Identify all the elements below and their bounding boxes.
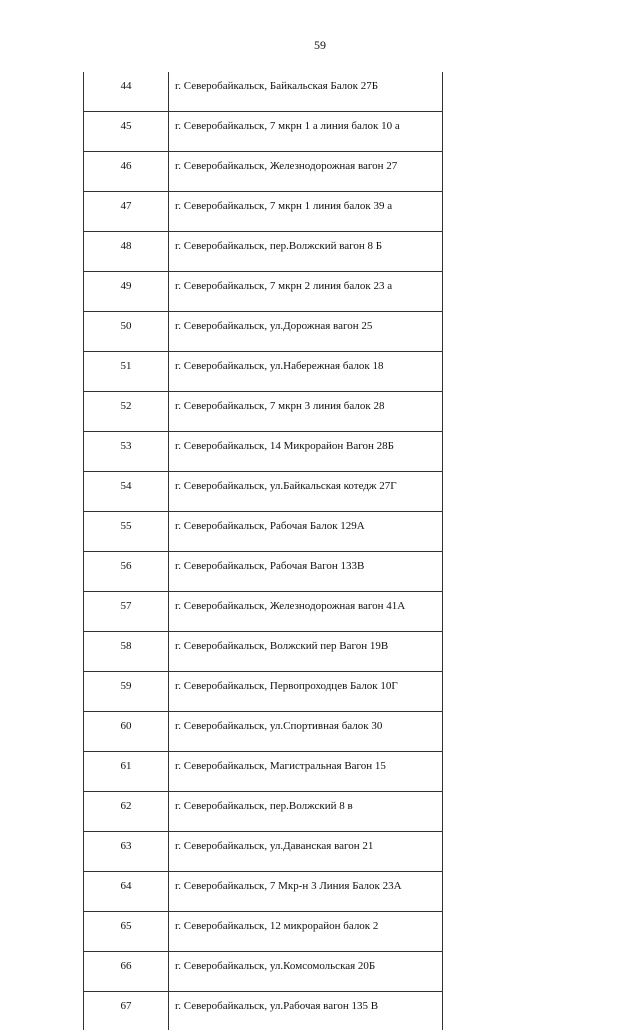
row-address: г. Северобайкальск, пер.Волжский 8 в bbox=[169, 792, 443, 832]
table-row bbox=[84, 112, 443, 152]
table-row bbox=[84, 512, 443, 552]
row-address: г. Северобайкальск, ул.Комсомольская 20Б bbox=[169, 952, 443, 992]
row-address: г. Северобайкальск, Магистральная Вагон 15 bbox=[169, 752, 443, 792]
page-number: 59 bbox=[0, 38, 640, 53]
table-row bbox=[84, 192, 443, 232]
row-number: 60 bbox=[84, 712, 169, 752]
row-address: г. Северобайкальск, 14 Микрорайон Вагон 28Б bbox=[169, 432, 443, 472]
row-address: г. Северобайкальск, пер.Волжский вагон 8 Б bbox=[169, 232, 443, 272]
row-number: 52 bbox=[84, 392, 169, 432]
row-number: 62 bbox=[84, 792, 169, 832]
table-row bbox=[84, 792, 443, 832]
table-row bbox=[84, 872, 443, 912]
row-address: г. Северобайкальск, Байкальская Балок 27Б bbox=[169, 72, 443, 112]
table-row bbox=[84, 952, 443, 992]
table-row bbox=[84, 272, 443, 312]
row-number: 58 bbox=[84, 632, 169, 672]
row-number: 64 bbox=[84, 872, 169, 912]
address-table bbox=[83, 72, 443, 1030]
table-row bbox=[84, 152, 443, 192]
row-address: г. Северобайкальск, ул.Байкальская котедж 27Г bbox=[169, 472, 443, 512]
table-row bbox=[84, 632, 443, 672]
row-number: 66 bbox=[84, 952, 169, 992]
row-address: г. Северобайкальск, ул.Набережная балок 18 bbox=[169, 352, 443, 392]
table-row bbox=[84, 72, 443, 112]
row-number: 65 bbox=[84, 912, 169, 952]
row-address: г. Северобайкальск, ул.Спортивная балок 30 bbox=[169, 712, 443, 752]
table-row bbox=[84, 472, 443, 512]
row-number: 54 bbox=[84, 472, 169, 512]
row-number: 46 bbox=[84, 152, 169, 192]
row-number: 53 bbox=[84, 432, 169, 472]
row-number: 57 bbox=[84, 592, 169, 632]
row-address: г. Северобайкальск, ул.Дорожная вагон 25 bbox=[169, 312, 443, 352]
row-number: 59 bbox=[84, 672, 169, 712]
table-row bbox=[84, 832, 443, 872]
row-address: г. Северобайкальск, 12 микрорайон балок 2 bbox=[169, 912, 443, 952]
row-address: г. Северобайкальск, Рабочая Балок 129А bbox=[169, 512, 443, 552]
table-row bbox=[84, 912, 443, 952]
row-address: г. Северобайкальск, ул.Рабочая вагон 135 В bbox=[169, 992, 443, 1030]
table-row bbox=[84, 592, 443, 632]
row-number: 61 bbox=[84, 752, 169, 792]
table-row bbox=[84, 752, 443, 792]
row-address: г. Северобайкальск, 7 мкрн 1 линия балок 39 а bbox=[169, 192, 443, 232]
row-number: 49 bbox=[84, 272, 169, 312]
row-number: 48 bbox=[84, 232, 169, 272]
row-address: г. Северобайкальск, Железнодорожная вагон 27 bbox=[169, 152, 443, 192]
table-row bbox=[84, 552, 443, 592]
row-address: г. Северобайкальск, Волжский пер Вагон 19В bbox=[169, 632, 443, 672]
row-number: 47 bbox=[84, 192, 169, 232]
row-address: г. Северобайкальск, Железнодорожная вагон 41А bbox=[169, 592, 443, 632]
row-address: г. Северобайкальск, Первопроходцев Балок 10Г bbox=[169, 672, 443, 712]
table-row bbox=[84, 232, 443, 272]
row-address: г. Северобайкальск, 7 мкрн 2 линия балок 23 а bbox=[169, 272, 443, 312]
row-address: г. Северобайкальск, 7 Мкр-н 3 Линия Балок 23А bbox=[169, 872, 443, 912]
row-number: 44 bbox=[84, 72, 169, 112]
table-row bbox=[84, 312, 443, 352]
table-row bbox=[84, 392, 443, 432]
row-number: 50 bbox=[84, 312, 169, 352]
table-row bbox=[84, 432, 443, 472]
row-number: 67 bbox=[84, 992, 169, 1030]
row-number: 45 bbox=[84, 112, 169, 152]
table-row bbox=[84, 352, 443, 392]
row-address: г. Северобайкальск, 7 мкрн 3 линия балок 28 bbox=[169, 392, 443, 432]
row-address: г. Северобайкальск, 7 мкрн 1 а линия балок 10 а bbox=[169, 112, 443, 152]
row-number: 51 bbox=[84, 352, 169, 392]
table-row bbox=[84, 712, 443, 752]
row-number: 63 bbox=[84, 832, 169, 872]
row-number: 56 bbox=[84, 552, 169, 592]
table-row bbox=[84, 992, 443, 1030]
table-row bbox=[84, 672, 443, 712]
row-number: 55 bbox=[84, 512, 169, 552]
row-address: г. Северобайкальск, ул.Даванская вагон 21 bbox=[169, 832, 443, 872]
row-address: г. Северобайкальск, Рабочая Вагон 133В bbox=[169, 552, 443, 592]
